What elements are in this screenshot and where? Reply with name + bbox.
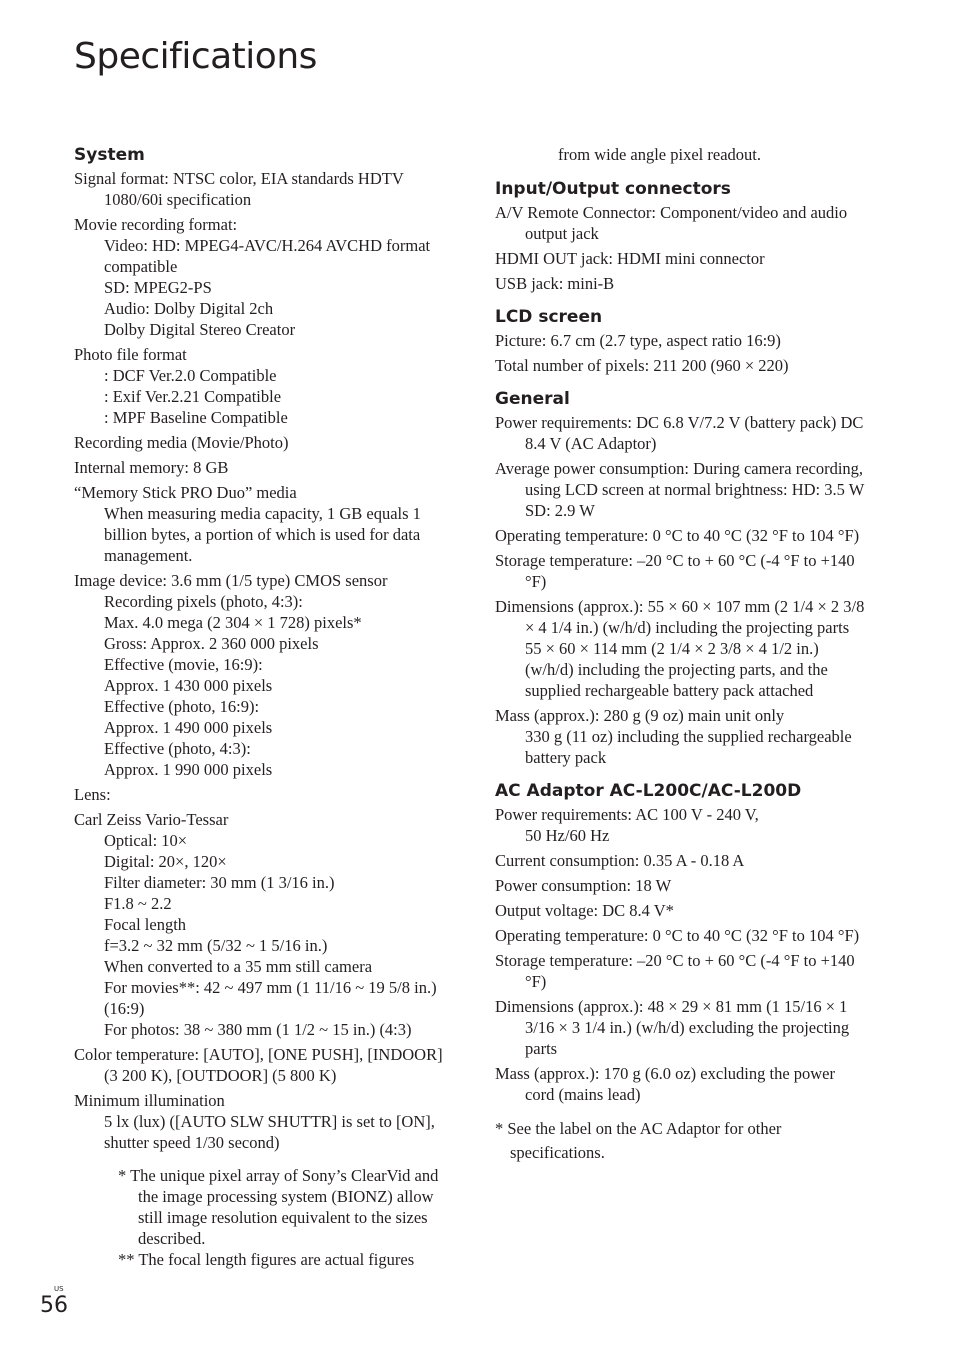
spec-section [495,780,867,1105]
spec-entry-detail: Effective (movie, 16:9): [104,655,263,674]
spec-entry-text: Color temperature: [AUTO], [ONE PUSH], [INDOOR] (3 200 K), [OUTDOOR] (5 800 K) [74,1045,443,1085]
spec-entry [495,596,867,701]
section-heading: Input/Output connectors [495,179,731,199]
spec-entry-text: Power consumption: 18 W [495,876,672,895]
spec-entry-detail: Approx. 1 490 000 pixels [104,718,273,737]
spec-entry-detail: Focal length [104,915,187,934]
spec-entry-detail: Video: HD: MPEG4-AVC/H.264 AVCHD format compatible [104,236,431,276]
spec-entry [495,950,867,992]
spec-entry [74,457,446,478]
page-number: 56 [40,1293,68,1318]
spec-entry-text: Power requirements: AC 100 V - 240 V, [495,805,759,824]
spec-entry-text: Movie recording format: [74,215,238,234]
spec-entry-detail: Approx. 1 990 000 pixels [104,760,273,779]
spec-entry [74,1090,446,1153]
spec-entry [74,1044,446,1086]
spec-entry-detail: Recording pixels (photo, 4:3): [104,592,303,611]
spec-entry [495,875,867,896]
left-column [74,144,446,1270]
spec-entry-detail: 50 Hz/60 Hz [525,826,610,845]
right-column [495,144,867,1165]
spec-entry-detail: 55 × 60 × 114 mm (2 1/4 × 2 3/8 × 4 1/2 in.) (w/h/d) including the projecting parts, and the supplied rechargeable battery pack attached [525,639,828,700]
spec-entry [74,784,446,805]
spec-entry-detail: Gross: Approx. 2 360 000 pixels [104,634,319,653]
spec-entry-detail: For movies**: 42 ~ 497 mm (1 11/16 ~ 19 5/8 in.) (16:9) [104,978,437,1018]
spec-entry-text: Power requirements: DC 6.8 V/7.2 V (battery pack) DC 8.4 V (AC Adaptor) [495,413,864,453]
spec-section [495,178,867,294]
spec-entry-text: Dimensions (approx.): 55 × 60 × 107 mm (2 1/4 × 2 3/8 × 4 1/4 in.) (w/h/d) including the projecting parts [495,597,865,637]
spec-entry-detail: : Exif Ver.2.21 Compatible [104,387,282,406]
spec-entry [74,809,446,1040]
continuation-text: from wide angle pixel readout. [558,145,761,164]
spec-entry-text: Signal format: NTSC color, EIA standards HDTV 1080/60i specification [74,169,404,209]
footnote: * See the label on the AC Adaptor for other specifications. [495,1119,782,1162]
spec-entry-detail: : MPF Baseline Compatible [104,408,288,427]
spec-entry [495,705,867,768]
spec-entry [495,525,867,546]
spec-entry [495,900,867,921]
spec-entry-text: Carl Zeiss Vario-Tessar [74,810,229,829]
spec-entry [495,355,867,376]
spec-entry-detail: 330 g (11 oz) including the supplied rechargeable battery pack [525,727,852,767]
spec-entry-text: “Memory Stick PRO Duo” media [74,483,297,502]
spec-entry [74,482,446,566]
spec-entry [495,330,867,351]
spec-entry-text: Storage temperature: –20 °C to + 60 °C (-4 °F to +140 °F) [495,551,855,591]
spec-entry-detail: Effective (photo, 4:3): [104,739,251,758]
spec-entry-text: Current consumption: 0.35 A - 0.18 A [495,851,745,870]
page-region-label: US [54,1285,64,1293]
spec-entry-detail: Dolby Digital Stereo Creator [104,320,296,339]
spec-entry-text: Average power consumption: During camera recording, using LCD screen at normal brightness: HD: 3.5 W SD: 2.9 W [495,459,864,520]
spec-entry [74,214,446,340]
spec-entry [495,412,867,454]
spec-entry-text: Mass (approx.): 280 g (9 oz) main unit only [495,706,785,725]
spec-entry-text: Output voltage: DC 8.4 V* [495,901,674,920]
spec-entry-detail: Audio: Dolby Digital 2ch [104,299,274,318]
spec-entry-text: Mass (approx.): 170 g (6.0 oz) excluding the power cord (mains lead) [495,1064,835,1104]
spec-entry-detail: f=3.2 ~ 32 mm (5/32 ~ 1 5/16 in.) [104,936,328,955]
spec-entry-detail: F1.8 ~ 2.2 [104,894,172,913]
spec-entry-text: Total number of pixels: 211 200 (960 × 220) [495,356,789,375]
page-title: Specifications [74,36,317,77]
section-heading: System [74,145,145,165]
spec-entry-detail: Filter diameter: 30 mm (1 3/16 in.) [104,873,335,892]
section-heading: LCD screen [495,307,603,327]
section-heading: AC Adaptor AC-L200C/AC-L200D [495,781,802,801]
spec-entry [74,432,446,453]
spec-entry [495,248,867,269]
spec-entry [495,273,867,294]
spec-entry-text: Operating temperature: 0 °C to 40 °C (32 °F to 104 °F) [495,526,860,545]
spec-entry [495,996,867,1059]
spec-entry-text: USB jack: mini-B [495,274,615,293]
spec-entry [495,850,867,871]
spec-entry-text: Storage temperature: –20 °C to + 60 °C (-4 °F to +140 °F) [495,951,855,991]
spec-entry [74,570,446,780]
spec-entry [495,458,867,521]
spec-entry-text: Operating temperature: 0 °C to 40 °C (32 °F to 104 °F) [495,926,860,945]
spec-entry-text: Image device: 3.6 mm (1/5 type) CMOS sensor [74,571,388,590]
footnote: * The unique pixel array of Sony’s ClearVid and the image processing system (BIONZ) allow still image resolution equivalent to the sizes described. [118,1166,439,1248]
spec-entry [74,168,446,210]
spec-entry-text: Recording media (Movie/Photo) [74,433,289,452]
footnote: ** The focal length figures are actual figures [118,1250,415,1269]
spec-entry-detail: Approx. 1 430 000 pixels [104,676,273,695]
spec-entry-detail: Digital: 20×, 120× [104,852,227,871]
spec-entry-detail: 5 lx (lux) ([AUTO SLW SHUTTR] is set to [ON], shutter speed 1/30 second) [104,1112,435,1152]
spec-section [495,306,867,376]
spec-entry-text: Photo file format [74,345,187,364]
spec-entry [495,925,867,946]
spec-entry [74,344,446,428]
spec-entry-detail: SD: MPEG2-PS [104,278,212,297]
spec-entry [495,804,867,846]
spec-entry-detail: Effective (photo, 16:9): [104,697,260,716]
spec-entry [495,202,867,244]
section-heading: General [495,389,570,409]
spec-entry-text: Minimum illumination [74,1091,225,1110]
spec-entry-text: Internal memory: 8 GB [74,458,229,477]
spec-entry-text: Picture: 6.7 cm (2.7 type, aspect ratio 16:9) [495,331,781,350]
spec-entry-detail: Optical: 10× [104,831,188,850]
spec-entry-detail: : DCF Ver.2.0 Compatible [104,366,277,385]
spec-entry-detail: Max. 4.0 mega (2 304 × 1 728) pixels* [104,613,362,632]
spec-entry-detail: For photos: 38 ~ 380 mm (1 1/2 ~ 15 in.) (4:3) [104,1020,412,1039]
spec-entry-detail: When measuring media capacity, 1 GB equals 1 billion bytes, a portion of which is used for data management. [104,504,421,565]
spec-entry [495,550,867,592]
spec-entry-text: Dimensions (approx.): 48 × 29 × 81 mm (1 15/16 × 1 3/16 × 3 1/4 in.) (w/h/d) excluding the projecting parts [495,997,850,1058]
spec-entry-text: Lens: [74,785,111,804]
spec-entry-text: HDMI OUT jack: HDMI mini connector [495,249,765,268]
spec-entry-detail: When converted to a 35 mm still camera [104,957,373,976]
spec-section [495,388,867,768]
spec-entry-text: A/V Remote Connector: Component/video and audio output jack [495,203,848,243]
spec-section [74,144,446,1153]
spec-entry [495,1063,867,1105]
